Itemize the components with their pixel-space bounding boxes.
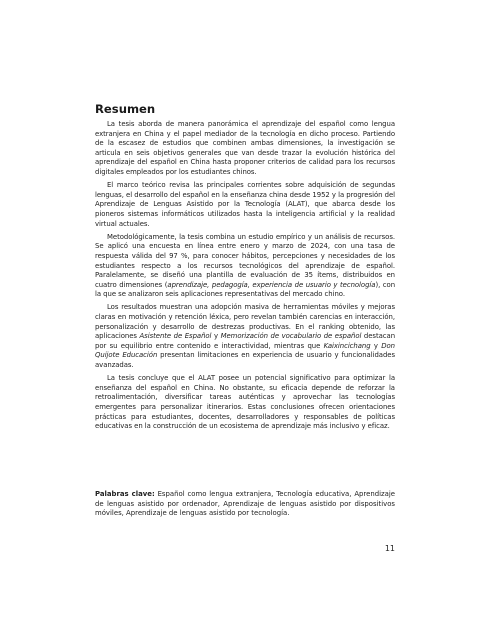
section-heading: Resumen: [95, 102, 156, 116]
paragraph-text: y: [211, 332, 221, 341]
abstract-section: [95, 102, 395, 435]
paragraph-text: ), con la que se analizaron seis aplicaciones representativas del mercado chino.: [95, 280, 396, 299]
italic-text: aprendizaje, pedagogía, experiencia de usuario y tecnología: [167, 280, 376, 289]
abstract-paragraph: [95, 120, 395, 178]
abstract-paragraph: [95, 181, 395, 229]
keywords-block: [95, 490, 395, 519]
paragraph-text: La tesis aborda de manera panorámica el aprendizaje del español como lengua extranjera en China y el papel mediador de la tecnología en dicho proceso. Partiendo de la escasez de estudios que combinen ambas dimensiones, la investigación se articula en seis objetivos generales que van desde trazar la evolución histórica del aprendizaje del español en China hasta proponer criterios de calidad para los recursos digitales empleados por los estudiantes chinos.: [95, 120, 395, 176]
paragraph-text: Metodológicamente, la tesis combina un estudio empírico y un análisis de recursos. Se aplicó una encuesta en línea entre enero y marzo de 2024, con una tasa de respuesta válida del 97 %, para conocer hábitos, percepciones y necesidades de los estudiantes respecto a los recursos tecnológicos del aprendizaje de español. Paralelamente, se diseñó una plantilla de evaluación de 35 ítems, distribuidos en cuatro dimensiones (: [95, 232, 395, 289]
paragraph-text: destacan por su equilibrio entre contenido e interactividad, mientras que: [95, 332, 396, 350]
paragraph-text: presentan limitaciones en experiencia de usuario y funcionalidades avanzadas.: [95, 351, 395, 370]
paragraph-text: y: [370, 341, 382, 350]
abstract-paragraph: [95, 374, 395, 432]
italic-text: Memorización de vocabulario de español: [220, 332, 362, 341]
paragraph-text: La tesis concluye que el ALAT posee un potencial significativo para optimizar la enseñanza del español en China. No obstante, su eficacia depende de reforzar la retroalimentación, diversificar tareas auténticas y aprovechar las tecnologías emergentes para personalizar itinerarios. Estas conclusiones ofrecen orientaciones prácticas para estudiantes, docentes, desarrolladores y responsables de políticas educativas en la construcción de un ecosistema de aprendizaje más inclusivo y eficaz.: [95, 374, 395, 431]
paragraph-text: Los resultados muestran una adopción masiva de herramientas móviles y mejoras claras en motivación y retención léxica, pero revelan también carencias en interacción, personalización y desarrollo de destrezas productivas. En el ranking obtenido, las aplicaciones: [95, 303, 395, 341]
keywords-label: Palabras clave:: [95, 490, 155, 498]
abstract-paragraph: [95, 233, 395, 300]
italic-text: Asistente de Español: [139, 332, 212, 341]
abstract-body: [95, 120, 395, 432]
italic-text: Don Quijote Educación: [95, 341, 395, 360]
abstract-paragraph: [95, 303, 395, 370]
keywords-text: Español como lengua extranjera, Tecnología educativa, Aprendizaje de lenguas asistido por ordenador, Aprendizaje de lenguas asistido por dispositivos móviles, Aprendizaje de lenguas asistido por tecnología.: [95, 490, 395, 518]
page-number: 11: [384, 544, 395, 553]
italic-text: Kaixincichang: [323, 341, 371, 350]
paragraph-text: El marco teórico revisa las principales corrientes sobre adquisición de segundas lenguas, el desarrollo del español en la enseñanza china desde 1952 y la progresión del Aprendizaje de Lenguas Asistido por la Tecnología (ALAT), que abarca desde los pioneros sistemas informáticos utilizados hasta la inteligencia artificial y la realidad virtual actuales.: [95, 181, 395, 228]
